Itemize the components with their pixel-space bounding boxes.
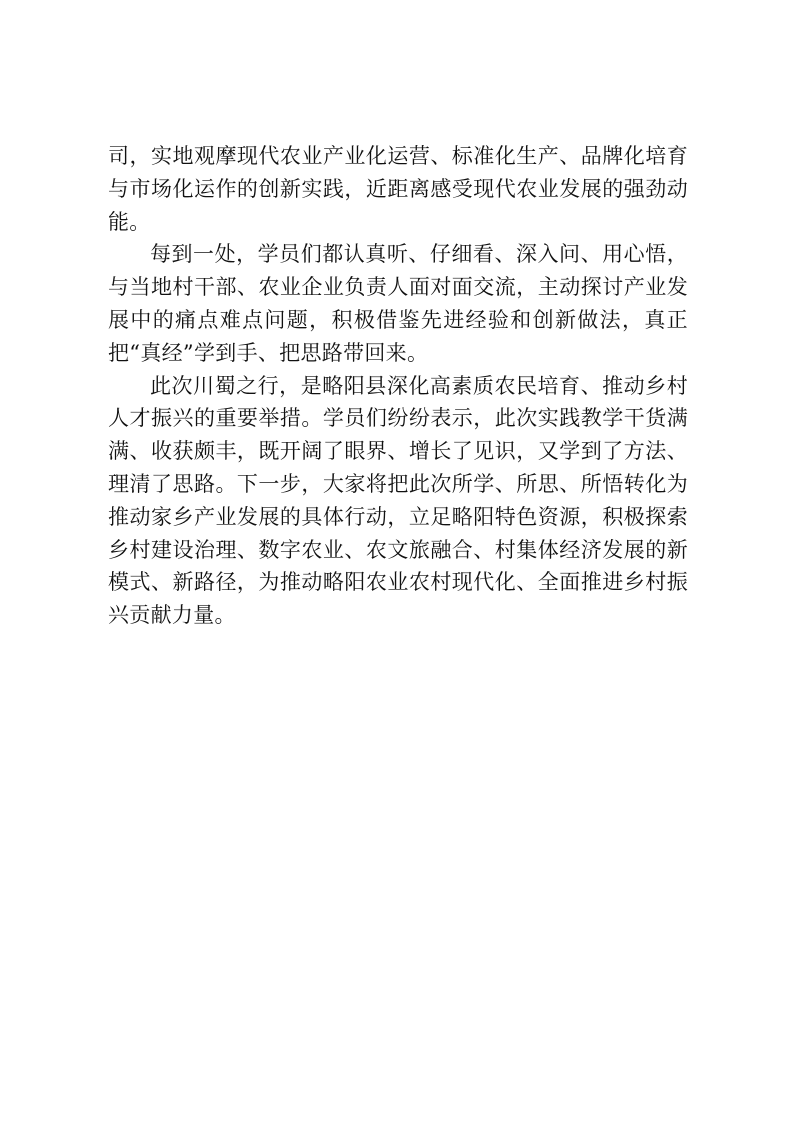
paragraph-continued: 司，实地观摩现代农业产业化运营、标准化生产、品牌化培育与市场化运作的创新实践，近距离感受现代农业发展的强劲动能。 [108, 144, 688, 234]
paragraph-summary: 此次川蜀之行，是略阳县深化高素质农民培育、推动乡村人才振兴的重要举措。学员们纷纷表示，此次实践教学干货满满、收获颇丰，既开阔了眼界、增长了见识，又学到了方法、理清了思路。下一步，大家将把此次所学、所思、所悟转化为推动家乡产业发展的具体行动，立足略阳特色资源，积极探索乡村建设治理、数字农业、农文旅融合、村集体经济发展的新模式、新路径，为推动略阳农业农村现代化、全面推进乡村振兴贡献力量。 [108, 373, 688, 628]
document-body [108, 140, 688, 632]
paragraph-study-exchange: 每到一处，学员们都认真听、仔细看、深入问、用心悟，与当地村干部、农业企业负责人面对面交流，主动探讨产业发展中的痛点难点问题，积极借鉴先进经验和创新做法，真正把“真经”学到手、把思路带回来。 [108, 242, 688, 365]
